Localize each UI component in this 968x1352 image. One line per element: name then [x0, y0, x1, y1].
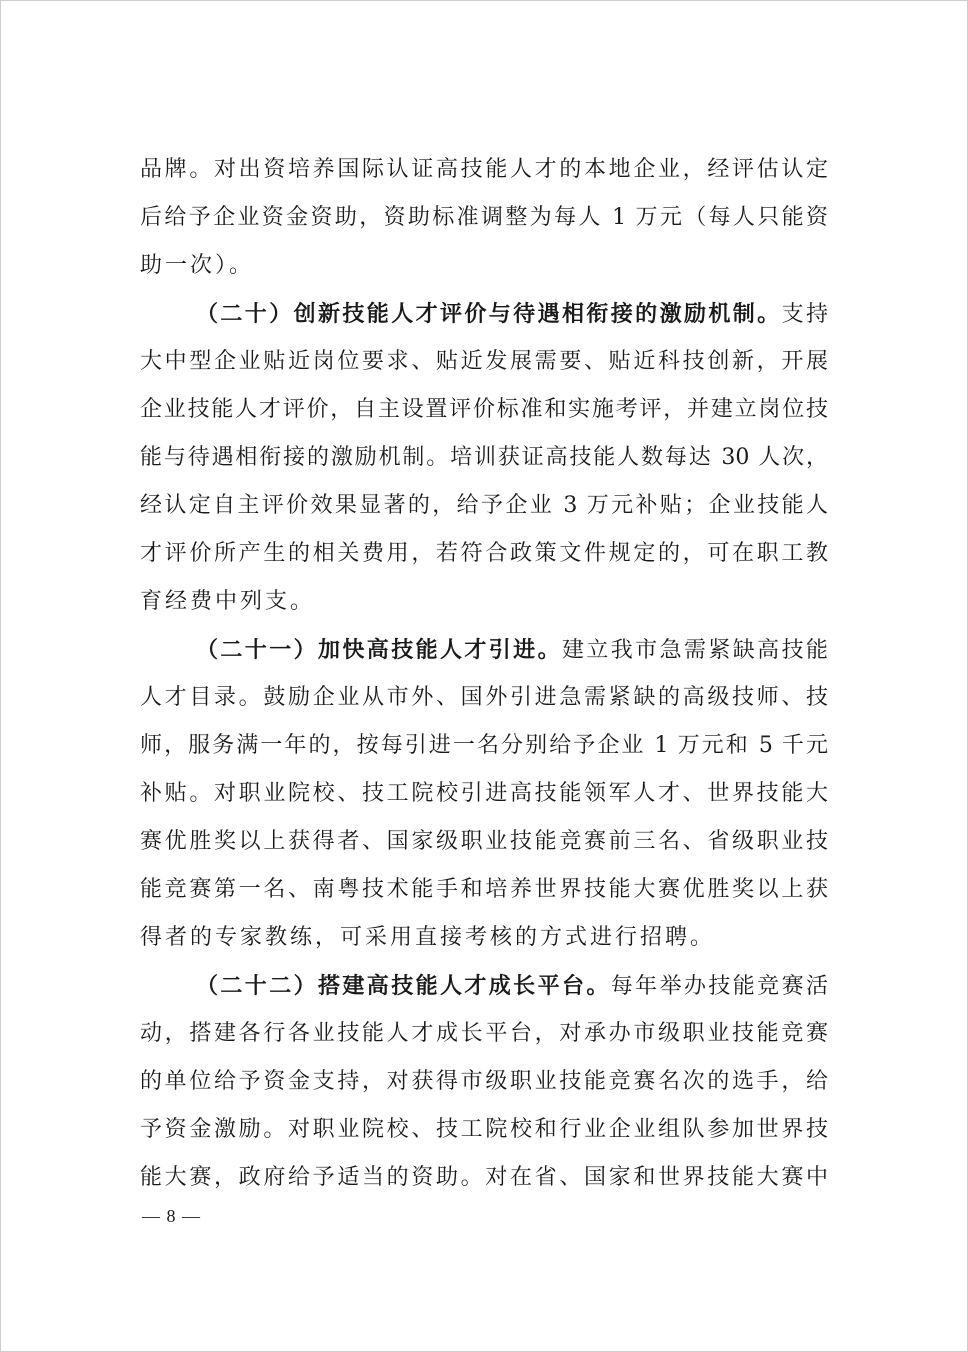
text-line: 师，服务满一年的，按每引进一名分别给予企业 1 万元和 5 千元: [140, 733, 828, 758]
text-line: 得者的专家教练，可采用直接考核的方式进行招聘。: [140, 925, 716, 950]
text-line: 企业技能人才评价，自主设置评价标准和实施考评，并建立岗位技: [140, 397, 828, 422]
text-line: 品牌。对出资培养国际认证高技能人才的本地企业，经评估认定: [140, 157, 828, 182]
section-heading-tail: 支持: [781, 302, 828, 327]
section-heading: （二十一）加快高技能人才引进。: [196, 637, 562, 663]
section-heading-tail: 建立我市急需紧缺高技能: [561, 638, 828, 663]
text-line: 助一次）。: [140, 253, 255, 278]
text-line: 育经费中列支。: [140, 589, 316, 614]
text-line: 能竞赛第一名、南粤技术能手和培养世界技能大赛优胜奖以上获: [140, 877, 828, 902]
text-line: 动，搭建各行各业技能人才成长平台，对承办市级职业技能竞赛: [140, 1021, 828, 1046]
text-line: 补贴。对职业院校、技工院校引进高技能领军人才、世界技能大: [140, 781, 828, 806]
text-line: 经认定自主评价效果显著的，给予企业 3 万元补贴；企业技能人: [140, 493, 828, 518]
text-line: 能与待遇相衔接的激励机制。培训获证高技能人数每达 30 人次，: [140, 445, 828, 470]
section-heading: （二十）创新技能人才评价与待遇相衔接的激励机制。: [196, 301, 782, 327]
section-heading-line: [140, 962, 828, 1010]
section-heading-line: [140, 290, 828, 338]
text-line: 才评价所产生的相关费用，若符合政策文件规定的，可在职工教: [140, 541, 828, 566]
text-line: 能大赛，政府给予适当的资助。对在省、国家和世界技能大赛中: [140, 1165, 828, 1190]
document-body: [140, 146, 828, 1202]
text-line: 赛优胜奖以上获得者、国家级职业技能竞赛前三名、省级职业技: [140, 829, 828, 854]
text-line: 大中型企业贴近岗位要求、贴近发展需要、贴近科技创新，开展: [140, 349, 828, 374]
text-line: 后给予企业资金资助，资助标准调整为每人 1 万元（每人只能资: [140, 205, 828, 230]
section-heading: （二十二）搭建高技能人才成长平台。: [196, 973, 611, 999]
section-heading-line: [140, 626, 828, 674]
section-heading-tail: 每年举办技能竞赛活: [610, 974, 828, 999]
text-line: 的单位给予资金支持，对获得市级职业技能竞赛名次的选手，给: [140, 1069, 828, 1094]
page-number: — 8 —: [142, 1206, 201, 1226]
text-line: 人才目录。鼓励企业从市外、国外引进急需紧缺的高级技师、技: [140, 685, 828, 710]
text-line: 予资金激励。对职业院校、技工院校和行业企业组队参加世界技: [140, 1117, 828, 1142]
